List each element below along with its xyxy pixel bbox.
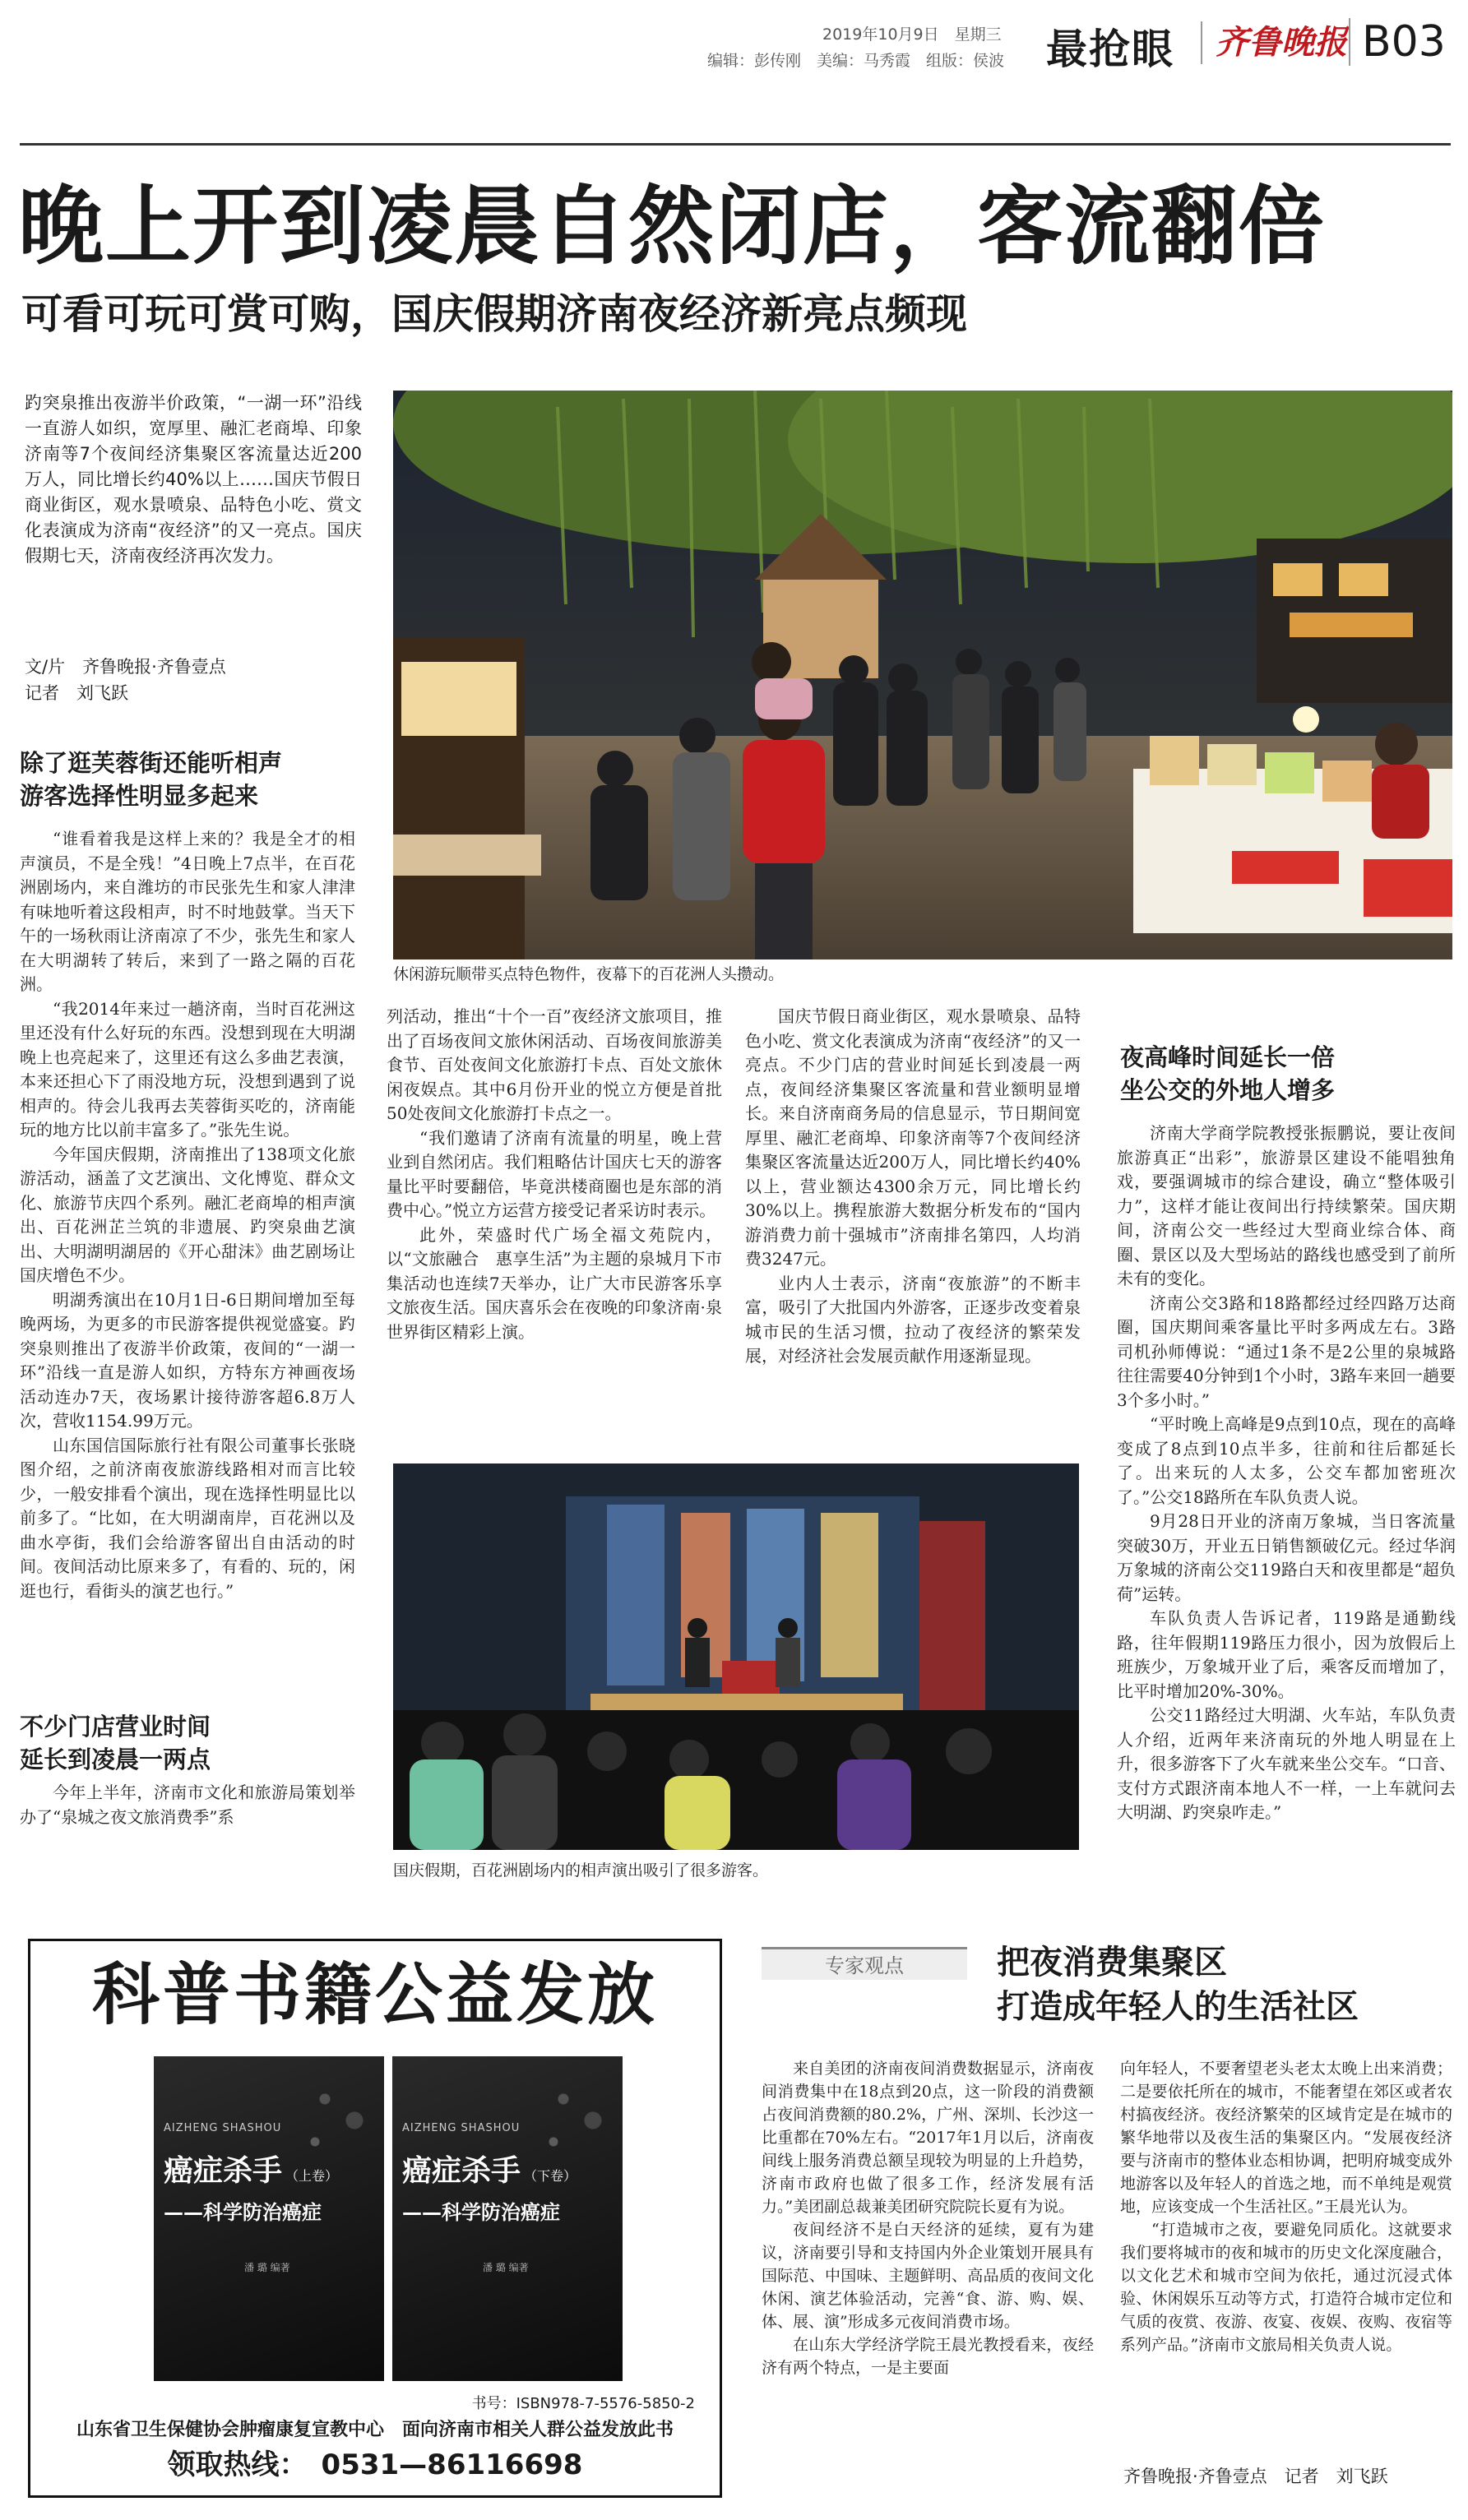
book-subtitle: ——科学防治癌症 (164, 2201, 322, 2224)
section1-heading-line1: 除了逛芙蓉街还能听相声 (20, 749, 283, 777)
column-1-tail (20, 1781, 355, 1829)
paragraph: 9月28日开业的济南万象城，当日客流量突破30万，开业五日销售额破亿元。经过华润万象城的济南公交119路白天和夜里都是“超负荷”运转。 (1117, 1511, 1456, 1604)
paragraph: “打造城市之夜，要避免同质化。这就要求我们要将城市的夜和城市的历史文化深度融合，以文化艺术和城市空间为依托，通过沉浸式体验、休闲娱乐互动等方式，打造符合城市定位和气质的夜赏、夜游、夜宴、夜娱、夜购、夜宿等系列产品。”济南市文旅局相关负责人说。 (1120, 2221, 1452, 2354)
paragraph: 来自美团的济南夜间消费数据显示，济南夜间消费集中在18点到20点，这一阶段的消费额占夜间消费额的80.2%，广州、深圳、长沙这一比重都在70%左右。“2017年1月以后，济南夜间线上服务消费总额呈现较为明显的上升趋势，济南市政府也做了很多工作，经济发展有活力。”美团副总裁兼美团研究院院长夏有为说。 (762, 2060, 1094, 2216)
column-1 (20, 827, 355, 1603)
section3-heading-line2: 坐公交的外地人增多 (1120, 1076, 1336, 1104)
article-byline (25, 654, 362, 706)
theater-illustration (393, 1463, 1079, 1850)
expert-column-1 (762, 2057, 1094, 2379)
paragraph: 明湖秀演出在10月1日-6日期间增加至每晚两场，为更多的市民游客提供视觉盛宴。趵突泉则推出了夜游半价政策，夜间的“一湖一环”沿线一直是游人如织，方特东方神画夜场活动连办7天，夜场累计接待游客超6.8万人次，营收1154.99万元。 (20, 1289, 355, 1431)
ad-title: 科普书籍公益发放 (91, 1956, 658, 2034)
lead-paragraph: 趵突泉推出夜游半价政策，“一湖一环”沿线一直游人如织，宽厚里、融汇老商埠、印象济南等7个夜间经济集聚区客流量达近200万人，同比增长约40%以上……国庆节假日商业街区，观水景喷泉、品特色小吃、赏文化表演成为济南“夜经济”的又一亮点。国庆假期七天，济南夜经济再次发力。 (25, 393, 362, 566)
paragraph: 此外，荣盛时代广场全福文苑院内，以“文旅融合 惠享生活”为主题的泉城月下市集活动也连续7天举办，让广大市民游客乐享文旅夜生活。国庆喜乐会在夜晚的印象济南·泉世界街区精彩上演。 (387, 1224, 722, 1342)
book-series: AIZHENG SHASHOU (164, 2122, 282, 2134)
expert-heading-line2: 打造成年轻人的生活社区 (997, 1988, 1359, 2026)
expert-byline: 齐鲁晚报·齐鲁壹点 记者 刘飞跃 (1123, 2467, 1388, 2486)
expert-opinion-tag: 专家观点 (762, 1947, 967, 1980)
book-title-text: 癌症杀手 (164, 2154, 283, 2188)
page-number: B03 (1349, 18, 1446, 66)
paragraph: “平时晚上高峰是9点到10点，现在的高峰变成了8点到10点半多，往前和往后都延长了。出来玩的人太多，公交车都加密班次了。”公交18路所在车队负责人说。 (1117, 1414, 1456, 1507)
book-author: 潘 璐 编著 (244, 2262, 290, 2273)
issue-date: 2019年10月9日 星期三 (822, 25, 1002, 44)
book-series: AIZHENG SHASHOU (402, 2122, 521, 2134)
book-subtitle: ——科学防治癌症 (402, 2201, 560, 2224)
masthead-meta (707, 21, 1053, 74)
column-2 (387, 1005, 722, 1344)
cover-texture (524, 2056, 623, 2163)
paragraph: 济南公交3路和18路都经过经四路万达商圈，国庆期间乘客量比平时多两成左右。3路司机孙师傅说：“通过1条不是2公里的泉城路往往需要40分钟到1个小时，3路车来回一趟要3个多小时。” (1117, 1292, 1456, 1410)
section-name: 最抢眼 (1046, 25, 1174, 73)
paragraph: 今年上半年，济南市文化和旅游局策划举办了“泉城之夜文旅消费季”系 (20, 1782, 355, 1827)
ad-hotline: 领取热线： 0531—86116698 (167, 2448, 583, 2481)
newspaper-logo: 齐鲁晚报 (1201, 21, 1347, 64)
ad-organization: 山东省卫生保健协会肿瘤康复宣教中心 面向济南市相关人群公益发放此书 (76, 2420, 674, 2440)
paragraph: “我2014年来过一趟济南，当时百花洲这里还没有什么好玩的东西。没想到现在大明湖晚上也亮起来了，这里还有这么多曲艺表演，本来还担心下了雨没地方玩，没想到遇到了说相声的。待会儿我再去芙蓉街买吃的，济南能玩的地方比以前丰富多了。”张先生说。 (20, 998, 355, 1140)
expert-heading (997, 1940, 1359, 2029)
byline-reporter: 记者 刘飞跃 (25, 683, 128, 703)
paragraph: “我们邀请了济南有流量的明星，晚上营业到自然闭店。我们粗略估计国庆七天的游客量比平时要翻倍，毕竟洪楼商圈也是东部的消费中心。”悦立方运营方接受记者采访时表示。 (387, 1127, 722, 1220)
paragraph: 在山东大学经济学院王晨光教授看来，夜经济有两个特点，一是主要面 (762, 2336, 1094, 2377)
night-market-photo (393, 391, 1452, 959)
headline: 晚上开到凌晨自然闭店，客流翻倍 (18, 176, 1327, 276)
paragraph: 列活动，推出“十个一百”夜经济文旅项目，推出了百场夜间文旅休闲活动、百场夜间旅游美食节、百处夜间文化旅游打卡点、百处文旅休闲夜娱点。其中6月份开业的悦立方便是首批50处夜间文化旅游打卡点之一。 (387, 1006, 722, 1123)
volume-label: （上卷） (285, 2168, 339, 2184)
book-title (402, 2153, 577, 2194)
volume-label: （下卷） (524, 2168, 577, 2184)
paragraph: 济南大学商学院教授张振鹏说，要让夜间旅游真正“出彩”，旅游景区建设不能唱独角戏，要强调城市的综合建设，确立“整体吸引力”，这样才能让夜间出行持续繁荣。国庆期间，济南公交一些经过大型商业综合体、商圈、景区以及大型场站的路线也感受到了前所未有的变化。 (1117, 1123, 1456, 1288)
section2-heading-line1: 不少门店营业时间 (20, 1713, 211, 1741)
paragraph: “谁看着我是这样上来的？我是全才的相声演员，不是全残！”4日晚上7点半，在百花洲剧场内，来自潍坊的市民张先生和家人津津有味地听着这段相声，时不时地鼓掌。当天下午的一场秋雨让济南凉了不少，张先生和家人在大明湖转了转后，来到了一路之隔的百花洲。 (20, 829, 355, 994)
book-title-text: 癌症杀手 (402, 2154, 521, 2188)
section2-heading (20, 1710, 365, 1776)
expert-column-2 (1120, 2057, 1452, 2356)
photo2-caption: 国庆假期，百花洲剧场内的相声演出吸引了很多游客。 (393, 1861, 769, 1880)
book-cover-vol1 (154, 2056, 384, 2381)
column-4 (1117, 1121, 1456, 1825)
crosstalk-show-photo (393, 1463, 1079, 1850)
editor-credits: 编辑：彭传刚 美编：马秀霞 组版：侯波 (707, 52, 1005, 70)
book-title (164, 2153, 338, 2194)
section1-heading-line2: 游客选择性明显多起来 (20, 782, 259, 810)
book-isbn: 书号：ISBN978-7-5576-5850-2 (471, 2395, 695, 2412)
header-rule (20, 143, 1451, 146)
cover-texture (285, 2056, 384, 2163)
photo1-caption: 休闲游玩顺带买点特色物件，夜幕下的百花洲人头攒动。 (393, 965, 785, 983)
section1-heading (20, 747, 365, 812)
paragraph: 向年轻人，不要奢望老头老太太晚上出来消费；二是要依托所在的城市，不能奢望在郊区或者农村搞夜经济。夜经济繁荣的区域肯定是在城市的繁华地带以及夜生活的集聚区内。“发展夜经济要与济南市的整体业态相协调，把明府城变成外地游客以及年轻人的首选之地，而不单纯是观赏地，应该变成一个生活社区。”王晨光认为。 (1120, 2060, 1452, 2216)
paragraph: 公交11路经过大明湖、火车站，车队负责人介绍，近两年来济南玩的外地人明显在上升，很多游客下了火车就来坐公交车。“口音、支付方式跟济南本地人不一样，一上车就问去大明湖、趵突泉咋走。” (1117, 1705, 1456, 1822)
paragraph: 山东国信国际旅行社有限公司董事长张晓图介绍，之前济南夜旅游线路相对而言比较少，一般安排看个演出，现在选择性明显比以前多了。“比如，在大明湖南岸，百花洲以及曲水亭街，我们会给游客留出自由活动的时间。夜间活动比原来多了，有看的、玩的，闲逛也行，看街头的演艺也行。” (20, 1435, 355, 1601)
expert-heading-line1: 把夜消费集聚区 (997, 1944, 1227, 1981)
paragraph: 车队负责人告诉记者，119路是通勤线路，往年假期119路压力很小，因为放假后上班族少，万象城开业了后，乘客反而增加了，比平时增加20%-30%。 (1117, 1608, 1456, 1701)
book-giveaway-ad (28, 1939, 722, 2498)
paragraph: 今年国庆假期，济南推出了138项文化旅游活动，涵盖了文艺演出、文化博览、群众文化、旅游节庆四个系列。融汇老商埠的相声演出、百花洲芷兰筑的非遗展、趵突泉曲艺演出、大明湖明湖居的《开心甜沫》曲艺剧场让国庆增色不少。 (20, 1144, 355, 1285)
book-cover-vol2 (392, 2056, 623, 2381)
paragraph: 国庆节假日商业街区，观水景喷泉、品特色小吃、赏文化表演成为济南“夜经济”的又一亮点。不少门店的营业时间延长到凌晨一两点，夜间经济集聚区客流量和营业额明显增长。来自济南商务局的信息显示，节日期间宽厚里、融汇老商埠、印象济南等7个夜间经济集聚区客流量达近200万人，同比增长约40%以上，营业额达4300余万元，同比增长约30%以上。携程旅游大数据分析发布的“国内游消费力前十强城市”济南排名第四，人均消费3247元。 (745, 1006, 1081, 1269)
book-author: 潘 璐 编著 (483, 2262, 529, 2273)
byline-source: 文/片 齐鲁晚报·齐鲁壹点 (25, 657, 226, 677)
section3-heading (1120, 1041, 1457, 1107)
night-market-illustration (393, 391, 1452, 959)
paragraph: 业内人士表示，济南“夜旅游”的不断丰富，吸引了大批国内外游客，正逐步改变着泉城市民的生活习惯，拉动了夜经济的繁荣发展，对经济社会发展贡献作用逐渐显现。 (745, 1273, 1081, 1366)
subheadline: 可看可玩可赏可购，国庆假期济南夜经济新亮点频现 (21, 290, 967, 338)
section2-heading-line2: 延长到凌晨一两点 (20, 1746, 211, 1773)
paragraph: 夜间经济不是白天经济的延续，夏有为建议，济南要引导和支持国内外企业策划开展具有国际范、中国味、主题鲜明、高品质的夜间文化休闲、演艺体验活动，完善“食、游、购、娱、体、展、演”形成多元夜间消费市场。 (762, 2221, 1094, 2331)
column-3 (745, 1005, 1081, 1369)
section3-heading-line1: 夜高峰时间延长一倍 (1120, 1043, 1336, 1071)
